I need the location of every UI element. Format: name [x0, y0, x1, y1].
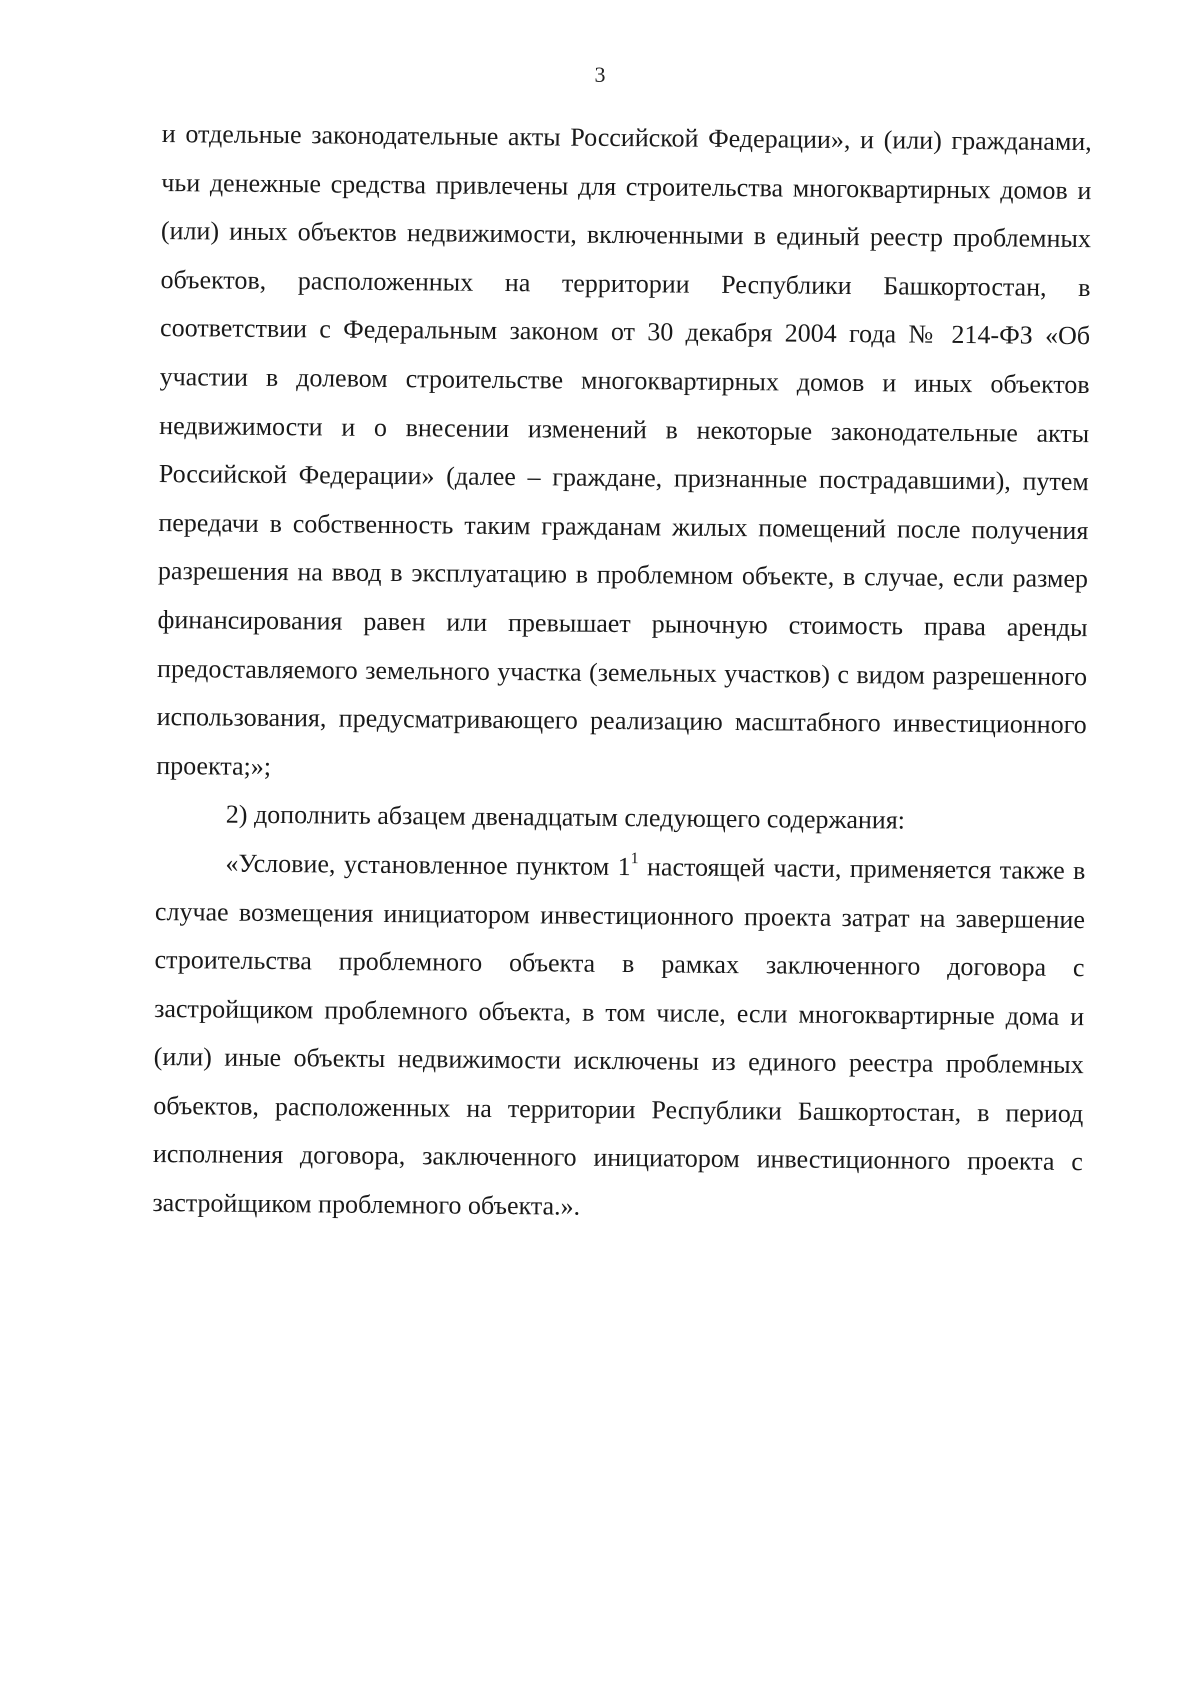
- paragraph-amendment-item-2: 2) дополнить абзацем двенадцатым следующего содержания:: [225, 799, 906, 835]
- superscript-clause-number: 1: [630, 850, 639, 868]
- page-number: 3: [594, 62, 606, 87]
- paragraph-new-condition: [152, 839, 1085, 1236]
- paragraph-continuation: и отдельные законодательные акты Российской Федерации», и (или) гражданами, чьи денежные средства привлечены для строительства многоквартирных домов и (или) иных объектов недвижимости, включенными в единый реестр проблемных объектов, расположенных на территории Республики Башкортостан, в соответствии с Федеральным законом от 30 декабря 2004 года № 214-ФЗ «Об участии в долевом строительстве многоквартирных домов и иных объектов недвижимости и о внесении изменений в некоторые законодательные акты Российской Федерации» (далее – граждане, признанные пострадавшими), путем передачи в собственность таким гражданам жилых помещений после получения разрешения на ввод в эксплуатацию в проблемном объекте, в случае, если размер финансирования равен или превышает рыночную стоимость права аренды предоставляемого земельного участка (земельных участков) с видом разрешенного использования, предусматривающего реализацию масштабного инвестиционного проекта;»;: [156, 118, 1092, 781]
- document-body: [152, 110, 1092, 1236]
- condition-text-after: настоящей части, применяется также в случае возмещения инициатором инвестиционного проекта затрат на завершение строительства проблемного объекта в рамках заключенного договора с застройщиком проблемного объекта, в том числе, если многоквартирные дома и (или) иные объекты недвижимости исключены из единого реестра проблемных объектов, расположенных на территории Республики Башкортостан, в период исполнения договора, заключенного инициатором инвестиционного проекта с застройщиком проблемного объекта.».: [152, 852, 1086, 1221]
- condition-text-before: «Условие, установленное пунктом 1: [225, 848, 631, 882]
